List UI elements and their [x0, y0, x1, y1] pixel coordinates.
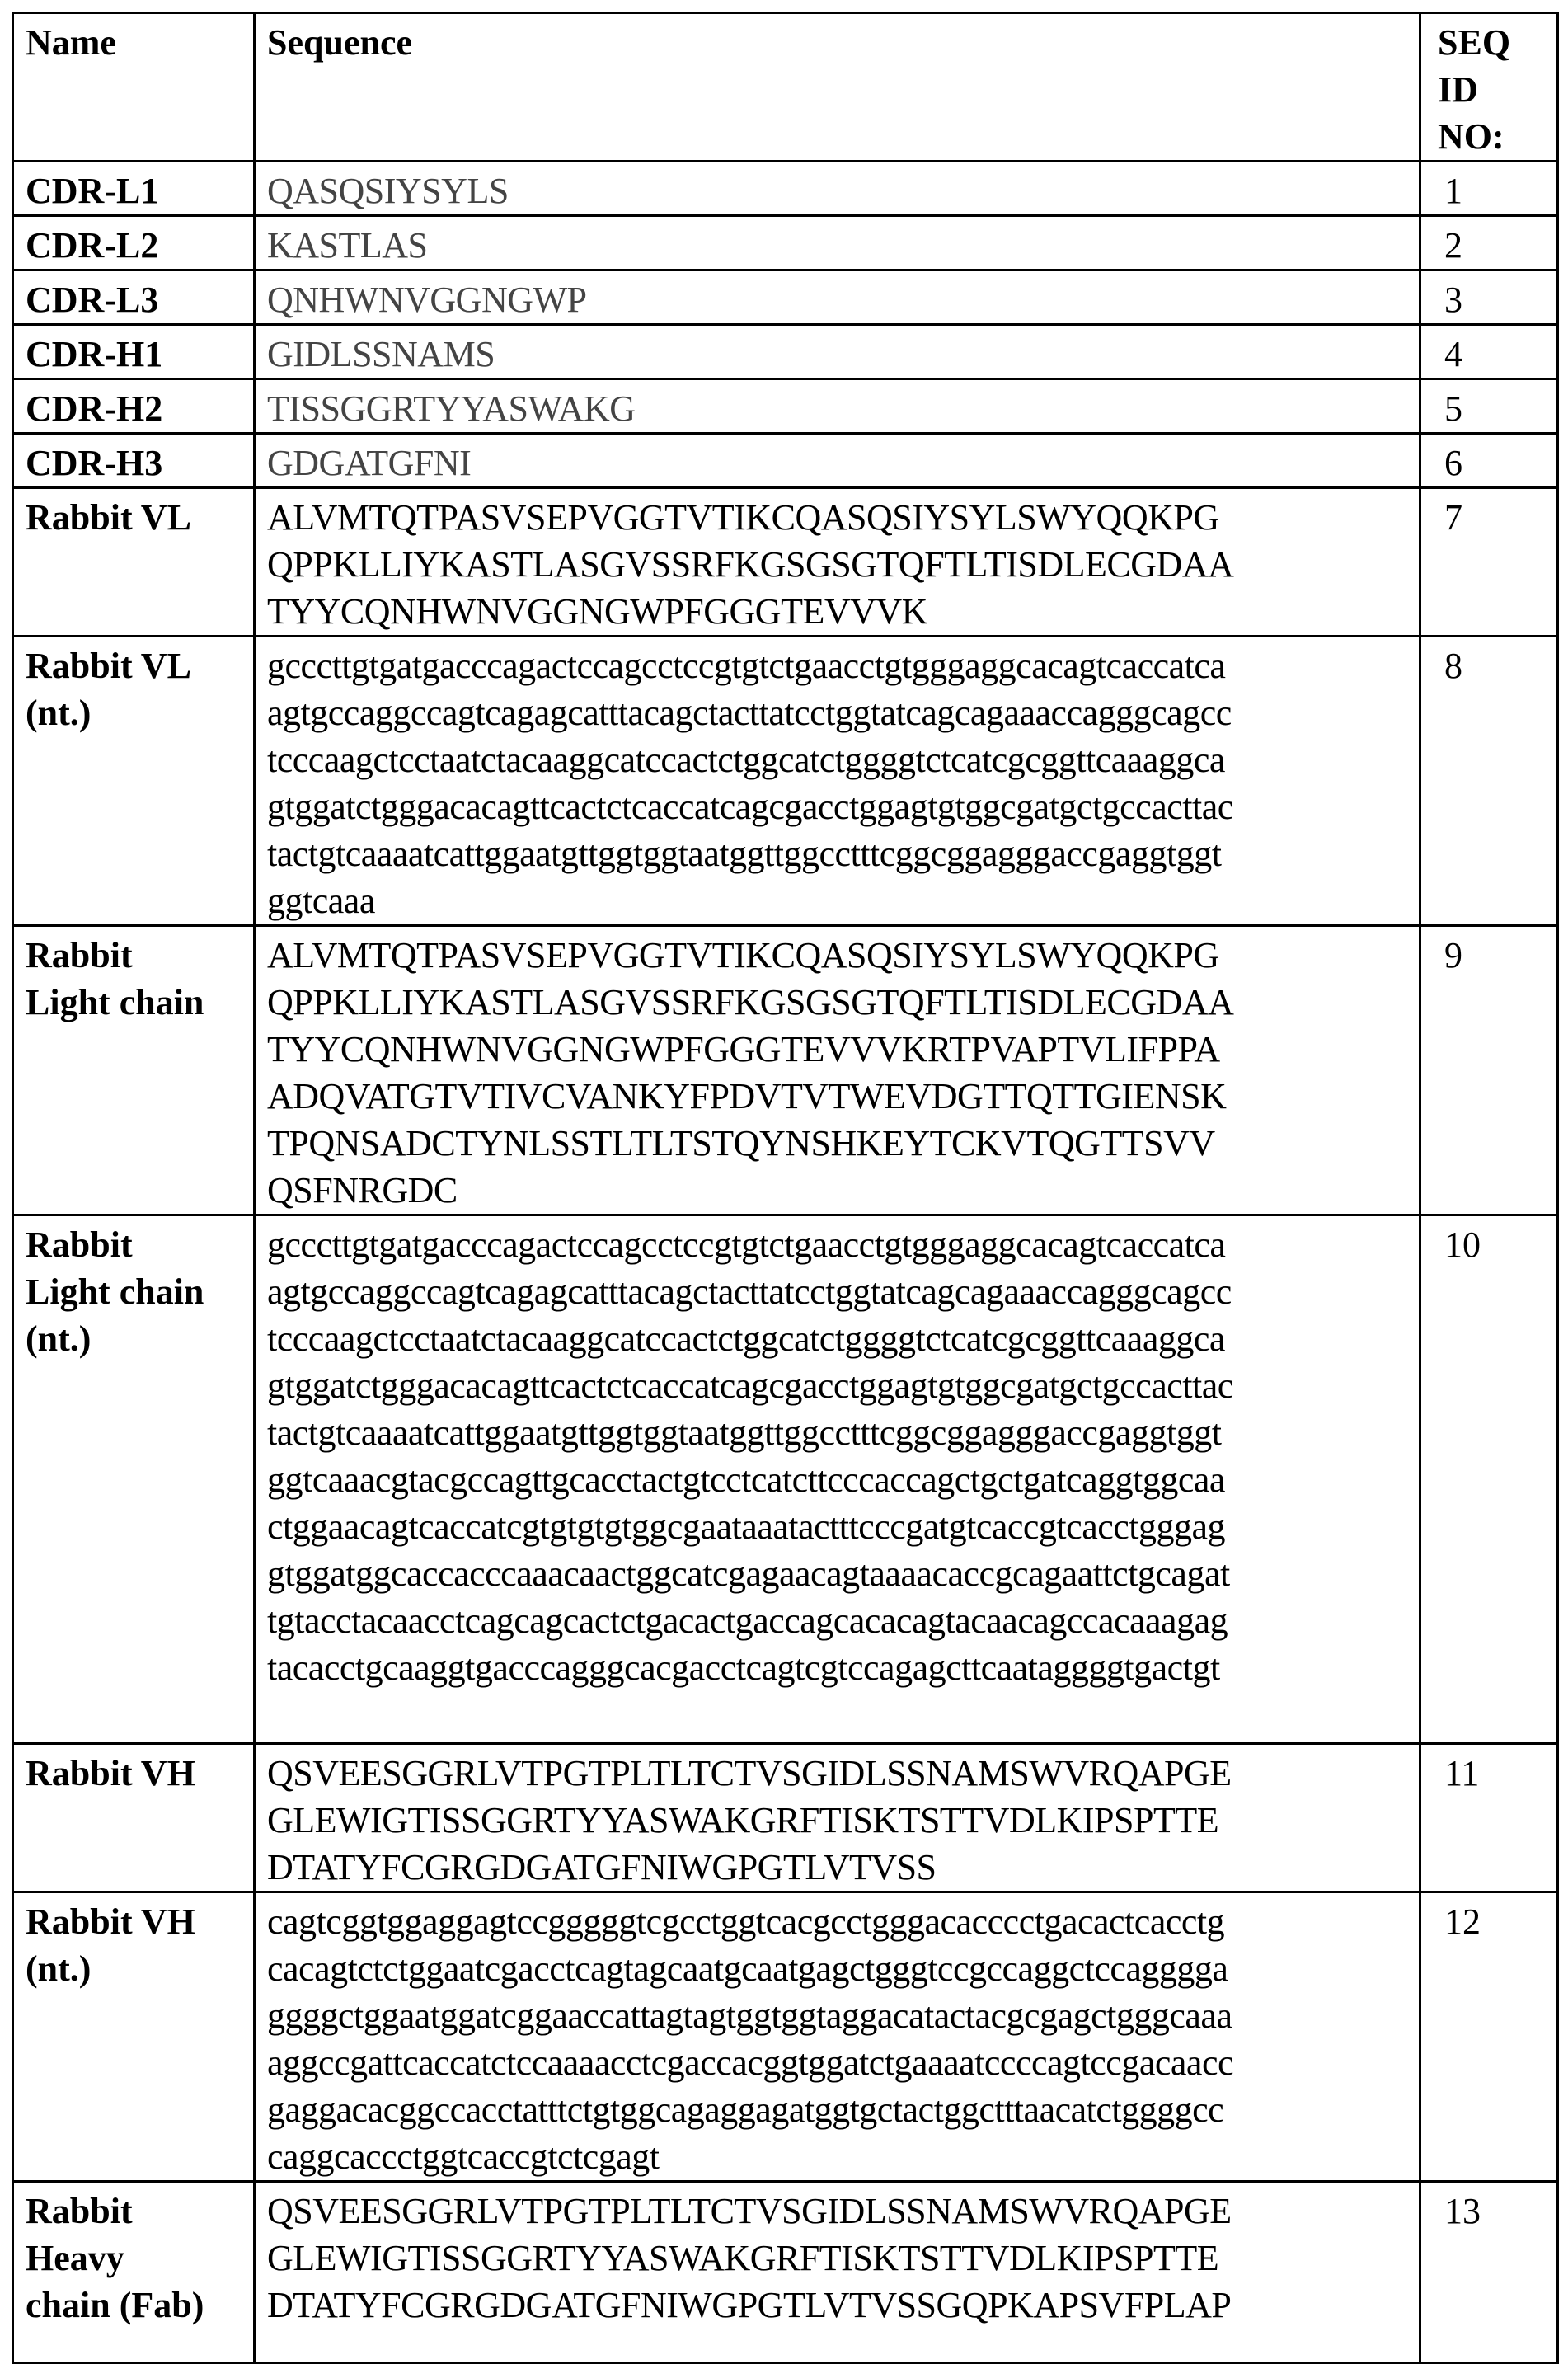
sequence-line: TISSGGRTYYASWAKG: [267, 385, 1409, 432]
sequence-line: tcccaagctcctaatctacaaggcatccactctggcatctggggtctcatcgcggttcaaaggca: [267, 736, 1409, 783]
row-seq-id: 5: [1420, 379, 1558, 434]
row-name-line: CDR-H2: [26, 385, 243, 432]
row-name-line: CDR-H3: [26, 439, 243, 486]
sequence-line: ggtcaaacgtacgccagttgcacctactgtcctcatcttcccaccagctgctgatcaggtggcaa: [267, 1456, 1409, 1503]
row-name: [13, 637, 255, 926]
row-name-line: Rabbit VH: [26, 1750, 243, 1797]
row-name-line: CDR-L2: [26, 222, 243, 269]
row-seq-id: 2: [1420, 216, 1558, 270]
row-name-line: Rabbit: [26, 2188, 243, 2235]
row-name: [13, 926, 255, 1215]
sequence-line: ctggaacagtcaccatcgtgtgtgtggcgaataaatactttcccgatgtcaccgtcacctgggag: [267, 1503, 1409, 1550]
row-seq-id: 12: [1420, 1892, 1558, 2182]
table-row: [13, 1892, 1558, 2182]
table-row: [13, 2182, 1558, 2363]
row-name: [13, 1892, 255, 2182]
sequence-line: agtgccaggccagtcagagcatttacagctacttatcctggtatcagcagaaaccagggcagcc: [267, 689, 1409, 736]
sequence-line: aggccgattcaccatctccaaaacctcgaccacggtggatctgaaaatccccagtccgacaacc: [267, 2039, 1409, 2086]
table-row: [13, 216, 1558, 270]
header-seq-id-line: SEQ: [1438, 19, 1547, 66]
row-name: [13, 1744, 255, 1892]
row-sequence: [255, 926, 1420, 1215]
sequence-line: gcccttgtgatgacccagactccagcctccgtgtctgaacctgtgggaggcacagtcaccatca: [267, 642, 1409, 689]
table-row: [13, 1215, 1558, 1744]
row-name-line: CDR-L3: [26, 276, 243, 323]
sequence-line: caggcaccctggtcaccgtctcgagt: [267, 2133, 1409, 2180]
row-name-line: chain (Fab): [26, 2282, 243, 2329]
row-name-line: (nt.): [26, 1315, 243, 1362]
table-row: [13, 270, 1558, 325]
row-name: [13, 488, 255, 637]
sequence-line: QPPKLLIYKASTLASGVSSRFKGSGSGTQFTLTISDLECGDAA: [267, 541, 1409, 588]
sequence-line: TYYCQNHWNVGGNGWPFGGGTEVVVK: [267, 588, 1409, 635]
sequence-line: QPPKLLIYKASTLASGVSSRFKGSGSGTQFTLTISDLECGDAA: [267, 979, 1409, 1026]
sequence-line: ALVMTQTPASVSEPVGGTVTIKCQASQSIYSYLSWYQQKPG: [267, 494, 1409, 541]
sequence-line: ggtcaaa: [267, 877, 1409, 924]
sequence-line: QASQSIYSYLS: [267, 167, 1409, 214]
row-sequence: [255, 637, 1420, 926]
sequence-line: gcccttgtgatgacccagactccagcctccgtgtctgaacctgtgggaggcacagtcaccatca: [267, 1221, 1409, 1268]
row-name-line: (nt.): [26, 689, 243, 736]
row-name-line: Rabbit VH: [26, 1898, 243, 1945]
sequence-line: QSFNRGDC: [267, 1167, 1409, 1214]
sequence-line: GLEWIGTISSGGRTYYASWAKGRFTISKTSTTVDLKIPSPTTE: [267, 2235, 1409, 2282]
sequence-line: tcccaagctcctaatctacaaggcatccactctggcatctggggtctcatcgcggttcaaaggca: [267, 1315, 1409, 1362]
sequence-line: DTATYFCGRGDGATGFNIWGPGTLVTVSSGQPKAPSVFPLAP: [267, 2282, 1409, 2329]
row-seq-id: 7: [1420, 488, 1558, 637]
sequence-line: DTATYFCGRGDGATGFNIWGPGTLVTVSS: [267, 1844, 1409, 1891]
table-row: [13, 162, 1558, 216]
row-name: [13, 2182, 255, 2363]
row-seq-id: 6: [1420, 434, 1558, 488]
table-row: [13, 379, 1558, 434]
row-sequence: [255, 1215, 1420, 1744]
table-row: [13, 325, 1558, 379]
table-row: [13, 1744, 1558, 1892]
sequence-line: cagtcggtggaggagtccgggggtcgcctggtcacgcctgggacacccctgacactcacctg: [267, 1898, 1409, 1945]
header-seq-id: [1420, 13, 1558, 162]
row-name: [13, 1215, 255, 1744]
row-sequence: [255, 1744, 1420, 1892]
sequence-line: GIDLSSNAMS: [267, 331, 1409, 378]
sequence-line: KASTLAS: [267, 222, 1409, 269]
row-name-line: Light chain: [26, 1268, 243, 1315]
sequence-line: ggggctggaatggatcggaaccattagtagtggtggtaggacatactacgcgagctgggcaaa: [267, 1992, 1409, 2039]
sequence-line: QSVEESGGRLVTPGTPLTLTCTVSGIDLSSNAMSWVRQAPGE: [267, 2188, 1409, 2235]
row-name-line: Light chain: [26, 979, 243, 1026]
sequence-line: GDGATGFNI: [267, 439, 1409, 486]
sequence-line: tacacctgcaaggtgacccagggcacgacctcagtcgtccagagcttcaataggggtgactgt: [267, 1644, 1409, 1691]
header-seq-id-line: ID: [1438, 66, 1547, 113]
sequence-line: tactgtcaaaatcattggaatgttggtggtaatggttggcctttcggcggagggaccgaggtggt: [267, 1409, 1409, 1456]
sequence-line: GLEWIGTISSGGRTYYASWAKGRFTISKTSTTVDLKIPSPTTE: [267, 1797, 1409, 1844]
row-seq-id: 1: [1420, 162, 1558, 216]
row-sequence: [255, 2182, 1420, 2363]
row-name-line: (nt.): [26, 1945, 243, 1992]
header-row: [13, 13, 1558, 162]
row-name: [13, 325, 255, 379]
sequence-line: gaggacacggccacctatttctgtggcagaggagatggtgctactggctttaacatctggggcc: [267, 2086, 1409, 2133]
row-sequence: [255, 270, 1420, 325]
row-seq-id: 8: [1420, 637, 1558, 926]
row-seq-id: 11: [1420, 1744, 1558, 1892]
sequence-line: ALVMTQTPASVSEPVGGTVTIKCQASQSIYSYLSWYQQKPG: [267, 932, 1409, 979]
sequence-line: TPQNSADCTYNLSSTLTLTSTQYNSHKEYTCKVTQGTTSVV: [267, 1120, 1409, 1167]
sequence-line: gtggatctgggacacagttcactctcaccatcagcgacctggagtgtggcgatgctgccacttac: [267, 1362, 1409, 1409]
sequence-line: gtggatctgggacacagttcactctcaccatcagcgacctggagtgtggcgatgctgccacttac: [267, 783, 1409, 830]
row-name: [13, 216, 255, 270]
row-seq-id: 3: [1420, 270, 1558, 325]
row-name-line: Rabbit: [26, 932, 243, 979]
table-row: [13, 926, 1558, 1215]
header-name: Name: [13, 13, 255, 162]
row-name: [13, 379, 255, 434]
table-row: [13, 434, 1558, 488]
sequence-line: TYYCQNHWNVGGNGWPFGGGTEVVVKRTPVAPTVLIFPPA: [267, 1026, 1409, 1073]
sequence-line: cacagtctctggaatcgacctcagtagcaatgcaatgagctgggtccgccaggctccagggga: [267, 1945, 1409, 1992]
row-seq-id: 9: [1420, 926, 1558, 1215]
table-row: [13, 488, 1558, 637]
row-name-line: CDR-H1: [26, 331, 243, 378]
row-seq-id: 13: [1420, 2182, 1558, 2363]
row-sequence: [255, 488, 1420, 637]
row-sequence: [255, 216, 1420, 270]
sequence-line: agtgccaggccagtcagagcatttacagctacttatcctggtatcagcagaaaccagggcagcc: [267, 1268, 1409, 1315]
header-seq-id-line: NO:: [1438, 113, 1547, 160]
row-sequence: [255, 379, 1420, 434]
row-name-line: Heavy: [26, 2235, 243, 2282]
row-name: [13, 270, 255, 325]
table-row: [13, 637, 1558, 926]
row-sequence: [255, 434, 1420, 488]
sequence-line: ADQVATGTVTIVCVANKYFPDVTVTWEVDGTTQTTGIENSK: [267, 1073, 1409, 1120]
row-name-line: Rabbit VL: [26, 494, 243, 541]
header-sequence: Sequence: [255, 13, 1420, 162]
row-name-line: CDR-L1: [26, 167, 243, 214]
sequence-line: QSVEESGGRLVTPGTPLTLTCTVSGIDLSSNAMSWVRQAPGE: [267, 1750, 1409, 1797]
row-seq-id: 4: [1420, 325, 1558, 379]
row-sequence: [255, 1892, 1420, 2182]
sequence-line: tgtacctacaacctcagcagcactctgacactgaccagcacacagtacaacagccacaaagag: [267, 1597, 1409, 1644]
sequence-line: tactgtcaaaatcattggaatgttggtggtaatggttggcctttcggcggagggaccgaggtggt: [267, 830, 1409, 877]
row-name-line: Rabbit VL: [26, 642, 243, 689]
row-seq-id: 10: [1420, 1215, 1558, 1744]
sequence-table: [12, 12, 1559, 2364]
row-name: [13, 162, 255, 216]
sequence-line: QNHWNVGGNGWP: [267, 276, 1409, 323]
row-sequence: [255, 162, 1420, 216]
row-name-line: Rabbit: [26, 1221, 243, 1268]
row-sequence: [255, 325, 1420, 379]
sequence-line: gtggatggcaccacccaaacaactggcatcgagaacagtaaaacaccgcagaattctgcagat: [267, 1550, 1409, 1597]
row-name: [13, 434, 255, 488]
